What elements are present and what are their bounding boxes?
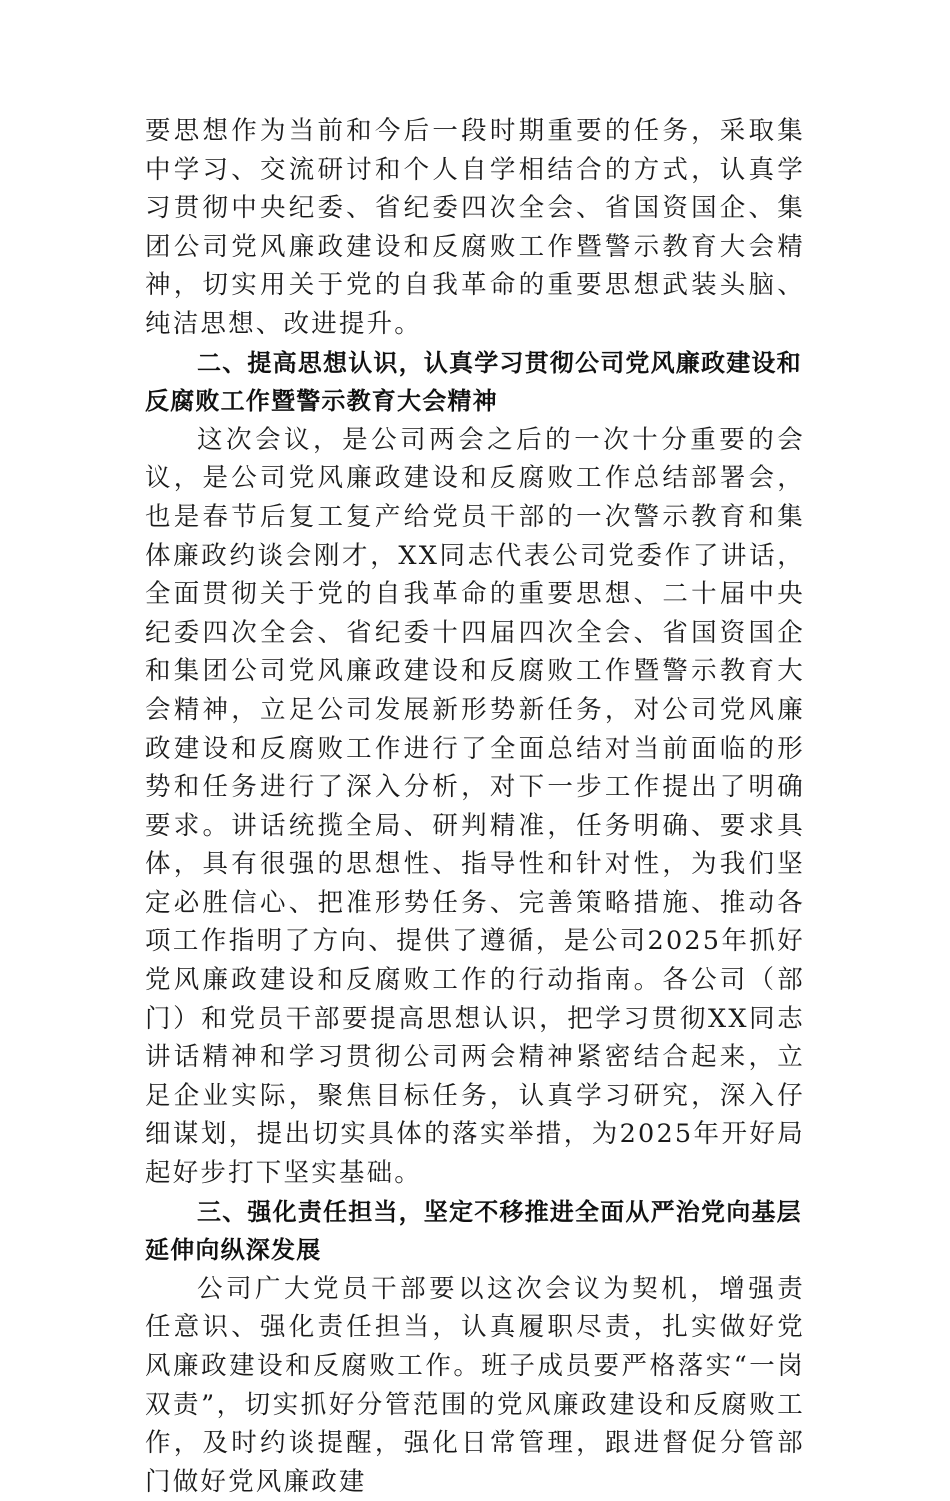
paragraph-section-2: 这次会议，是公司两会之后的一次十分重要的会议，是公司党风廉政建设和反腐败工作总结部署会，也是春节后复工复产给党员干部的一次警示教育和集体廉政约谈会刚才，XX同志代表公司党委作了讲话，全面贯彻关于党的自我革命的重要思想、二十届中央纪委四次全会、省纪委十四届四次全会、省国资国企和集团公司党风廉政建设和反腐败工作暨警示教育大会精神，立足公司发展新形势新任务，对公司党风廉政建设和反腐败工作进行了全面总结对当前面临的形势和任务进行了深入分析，对下一步工作提出了明确要求。讲话统揽全局、研判精准，任务明确、要求具体，具有很强的思想性、指导性和针对性，为我们坚定必胜信心、把准形势任务、完善策略措施、推动各项工作指明了方向、提供了遵循，是公司2025年抓好党风廉政建设和反腐败工作的行动指南。各公司（部门）和党员干部要提高思想认识，把学习贯彻XX同志讲话精神和学习贯彻公司两会精神紧密结合起来，立足企业实际，聚焦目标任务，认真学习研究，深入仔细谋划，提出切实具体的落实举措，为2025年开好局起好步打下坚实基础。: [145, 424, 805, 1189]
paragraph-continuation: 要思想作为当前和今后一段时期重要的任务，采取集中学习、交流研讨和个人自学相结合的方式，认真学习贯彻中央纪委、省纪委四次全会、省国资国企、集团公司党风廉政建设和反腐败工作暨警示教育大会精神，切实用关于党的自我革命的重要思想武装头脑、纯洁思想、改进提升。: [145, 116, 805, 339]
paragraph-section-3: 公司广大党员干部要以这次会议为契机，增强责任意识、强化责任担当，认真履职尽责，扎实做好党风廉政建设和反腐败工作。班子成员要严格落实“一岗双责”，切实抓好分管范围的党风廉政建设和反腐败工作，及时约谈提醒，强化日常管理，跟进督促分管部门做好党风廉政建: [145, 1273, 805, 1497]
section-heading-2: 二、提高思想认识，认真学习贯彻公司党风廉政建设和反腐败工作暨警示教育大会精神: [145, 348, 802, 416]
section-heading-3: 三、强化责任担当，坚定不移推进全面从严治党向基层延伸向纵深发展: [145, 1197, 802, 1265]
document-page: [145, 112, 805, 1501]
